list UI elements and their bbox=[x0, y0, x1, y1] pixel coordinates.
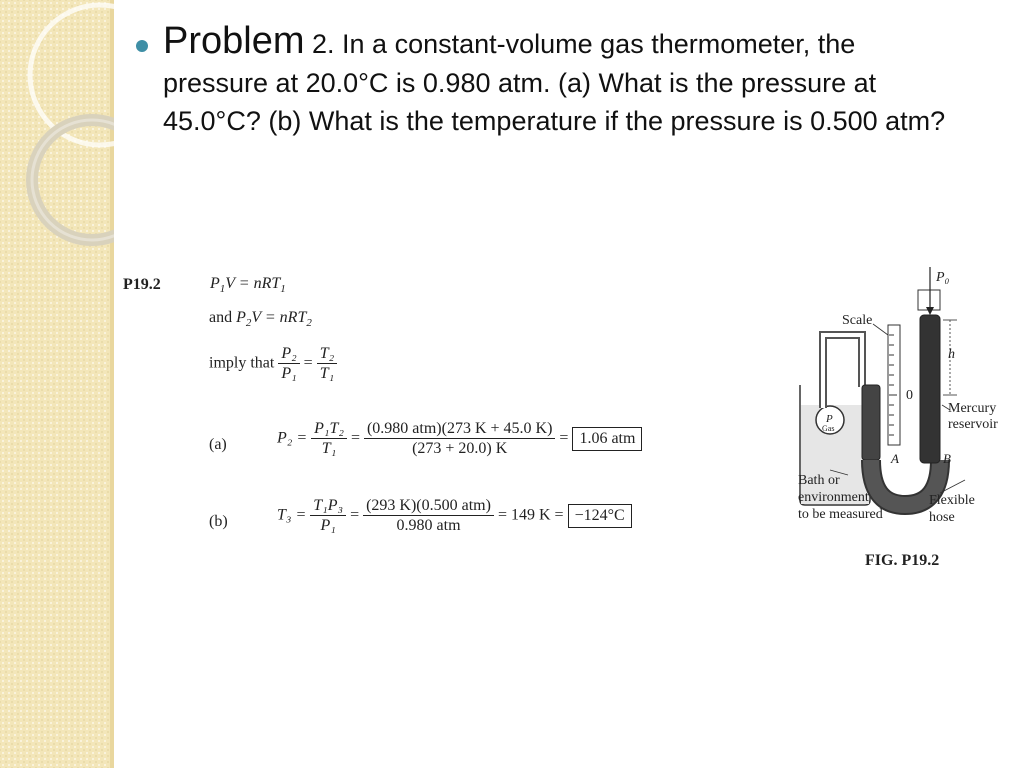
gas-thermometer-figure bbox=[790, 265, 1020, 535]
part-a-label: (a) bbox=[209, 436, 227, 453]
part-b-label: (b) bbox=[209, 513, 228, 530]
label-bath-3: to be measured bbox=[798, 507, 883, 522]
label-b: B bbox=[943, 451, 951, 466]
mercury-reservoir bbox=[920, 315, 940, 463]
label-zero: 0 bbox=[906, 388, 913, 403]
mercury-column-a bbox=[862, 385, 880, 460]
problem-text: 2. In a constant-volume gas thermometer, the pressure at 20.0°C is 0.980 atm. (a) What is the pressure at 45.0°C? (b) What is the temperature if the pressure is 0.500 atm? bbox=[163, 29, 946, 136]
label-bath-2: environment bbox=[798, 490, 869, 505]
label-p: P bbox=[826, 413, 833, 425]
part-a-equation: P₂ = $\frac{\text{P₁T₂}}{\text{T₁}}$ = $\frac{\text{(0.980 atm)(273 K + 45.0 K)}}{(273 + 20.0) K}$ = 1.06 atm bbox=[277, 419, 642, 458]
p0-arrowhead bbox=[926, 307, 934, 315]
part-b-result: −124°C bbox=[568, 504, 632, 528]
part-b-equation: T₃ = $\frac{\text{T₁P₃}}{\text{P₁}}$ = $\frac{\text{(293 K)(0.500 atm)}}{\text{0.980 atm}}$ = 149 K = −124°C bbox=[277, 496, 632, 535]
label-mercury-2: reservoir bbox=[948, 417, 998, 432]
figure-caption: FIG. P19.2 bbox=[865, 552, 940, 569]
label-hose-1: Flexible bbox=[929, 493, 975, 508]
bullet-icon bbox=[136, 40, 148, 52]
equation-line-1: $P_1V = nRT_1$ bbox=[210, 275, 286, 296]
equation-line-2: and $P_2V = nRT_2$ bbox=[209, 309, 312, 330]
equation-line-3: imply that $\frac{\text{P₂}}{\text{P₁}}$ = $\frac{\text{T₂}}{\text{T₁}}$ bbox=[209, 344, 337, 383]
label-gas: Gas bbox=[822, 424, 835, 433]
label-bath-1: Bath or bbox=[798, 473, 840, 488]
label-p0: P₀ bbox=[936, 270, 950, 285]
decorative-circles bbox=[0, 0, 114, 300]
label-hose-2: hose bbox=[929, 510, 955, 525]
part-a-result: 1.06 atm bbox=[572, 427, 642, 451]
label-a: A bbox=[891, 451, 899, 466]
connecting-tube-inner bbox=[823, 335, 862, 408]
label-scale: Scale bbox=[842, 313, 873, 328]
label-mercury-1: Mercury bbox=[948, 401, 997, 416]
solution-label: P19.2 bbox=[123, 276, 161, 293]
problem-title: Problem bbox=[163, 20, 305, 62]
connecting-tube bbox=[823, 335, 862, 408]
problem-statement bbox=[163, 22, 963, 141]
label-h: h bbox=[948, 347, 955, 362]
